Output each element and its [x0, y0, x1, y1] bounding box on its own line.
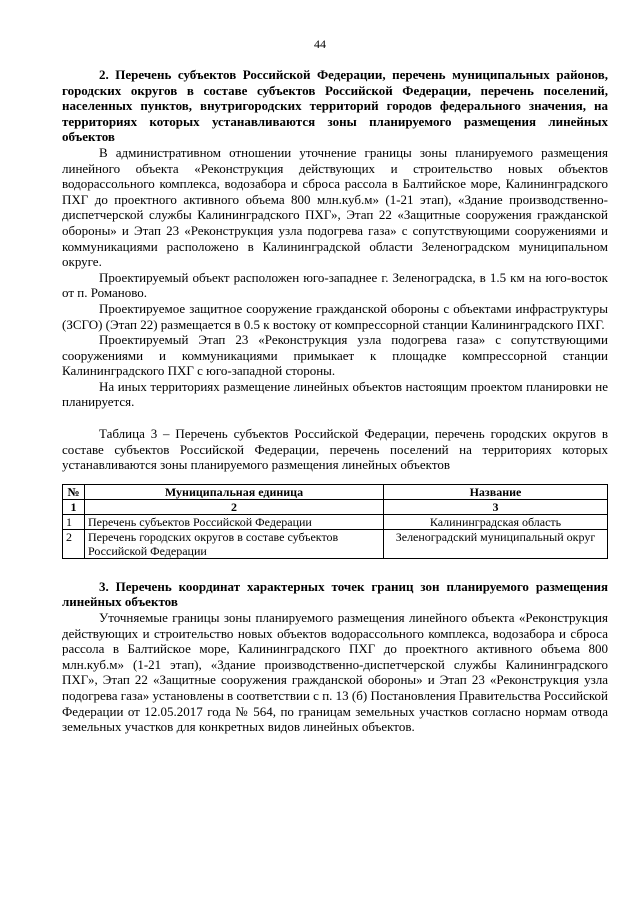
- page-number: 44: [314, 37, 326, 51]
- section-2-paragraph: На иных территориях размещение линейных объектов настоящим проектом планировки не планируется.: [62, 378, 608, 410]
- territories-table: [62, 484, 608, 559]
- table-cell: Перечень субъектов Российской Федерации: [85, 514, 384, 529]
- section-2-paragraph: В административном отношении уточнение границы зоны планируемого размещения линейного объекта «Реконструкция действующих и строительство новых объектов водорассольного комплекса, водозабора и сброса рассола в Балтийское море, Калининградского ПХГ до проектного активного объема 800 млн.куб.м» (1-21 этап), «Здание производственно-диспетчерской службы Калининградского ПХГ», Этап 22 «Защитные сооружения гражданской обороны» и Этап 23 «Реконструкция узла подогрева газа» с сопутствующими сооружениями и коммуникациями расположено в Калининградской области Зеленоградском муниципальном округе.: [62, 144, 608, 270]
- section-2-paragraph: Проектируемый объект расположен юго-западнее г. Зеленоградска, в 1.5 км на юго-восток от п. Романово.: [62, 269, 608, 301]
- table-cell: 2: [63, 529, 85, 558]
- table-cell: Калининградская область: [384, 514, 608, 529]
- section-3-heading: 3. Перечень координат характерных точек границ зон планируемого размещения линейных объектов: [62, 578, 608, 610]
- page-content: [62, 67, 608, 735]
- table-column-number: 3: [384, 499, 608, 514]
- table-column-number: 2: [85, 499, 384, 514]
- table-cell: Перечень городских округов в составе субъектов Российской Федерации: [85, 529, 384, 558]
- table-header-row: [63, 484, 608, 499]
- table-row: [63, 514, 608, 529]
- table-header-cell: №: [63, 484, 85, 499]
- section-2-paragraph: Проектируемый Этап 23 «Реконструкция узла подогрева газа» с сопутствующими сооружениями и коммуникациями примыкает к площадке компрессорной станции Калининградского ПХГ с юго-западной стороны.: [62, 332, 608, 379]
- table-column-number: 1: [63, 499, 85, 514]
- section-3-paragraph: Уточняемые границы зоны планируемого размещения линейного объекта «Реконструкция действующих и строительство новых объектов водорассольного комплекса, водозабора и сброса рассола в Балтийское море, Калининградского ПХГ до проектного активного объема 800 млн.куб.м» (1-21 этап), «Здание производственно-диспетчерской службы Калининградского ПХГ», Этап 22 «Защитные сооружения гражданской обороны» и Этап 23 «Реконструкция узла подогрева газа» установлены в соответствии с п. 13 (б) Постановления Правительства Российской Федерации от 12.05.2017 года № 564, по границам земельных участков согласно нормам отвода земельных участков для конкретных видов линейных объектов.: [62, 610, 608, 735]
- table-header-cell: Муниципальная единица: [85, 484, 384, 499]
- section-2-heading: 2. Перечень субъектов Российской Федерации, перечень муниципальных районов, городских округов в составе субъектов Российской Федерации, перечень поселений, населенных пунктов, внутригородских территорий городов федерального значения, на территориях которых устанавливаются зоны планируемого размещения линейных объектов: [62, 67, 608, 145]
- table-header-cell: Название: [384, 484, 608, 499]
- table-cell: 1: [63, 514, 85, 529]
- section-2-paragraph: Проектируемое защитное сооружение гражданской обороны с объектами инфраструктуры (ЗСГО) (Этап 22) размещается в 0.5 к востоку от компрессорной станции Калининградского ПХГ.: [62, 300, 608, 332]
- table-cell: Зеленоградский муниципальный округ: [384, 529, 608, 558]
- table-caption: Таблица 3 – Перечень субъектов Российской Федерации, перечень городских округов в составе субъектов Российской Федерации, перечень поселений на территориях которых устанавливаются зоны планируемого размещения линейных объектов: [62, 426, 608, 473]
- table-column-number-row: [63, 499, 608, 514]
- table-row: [63, 529, 608, 558]
